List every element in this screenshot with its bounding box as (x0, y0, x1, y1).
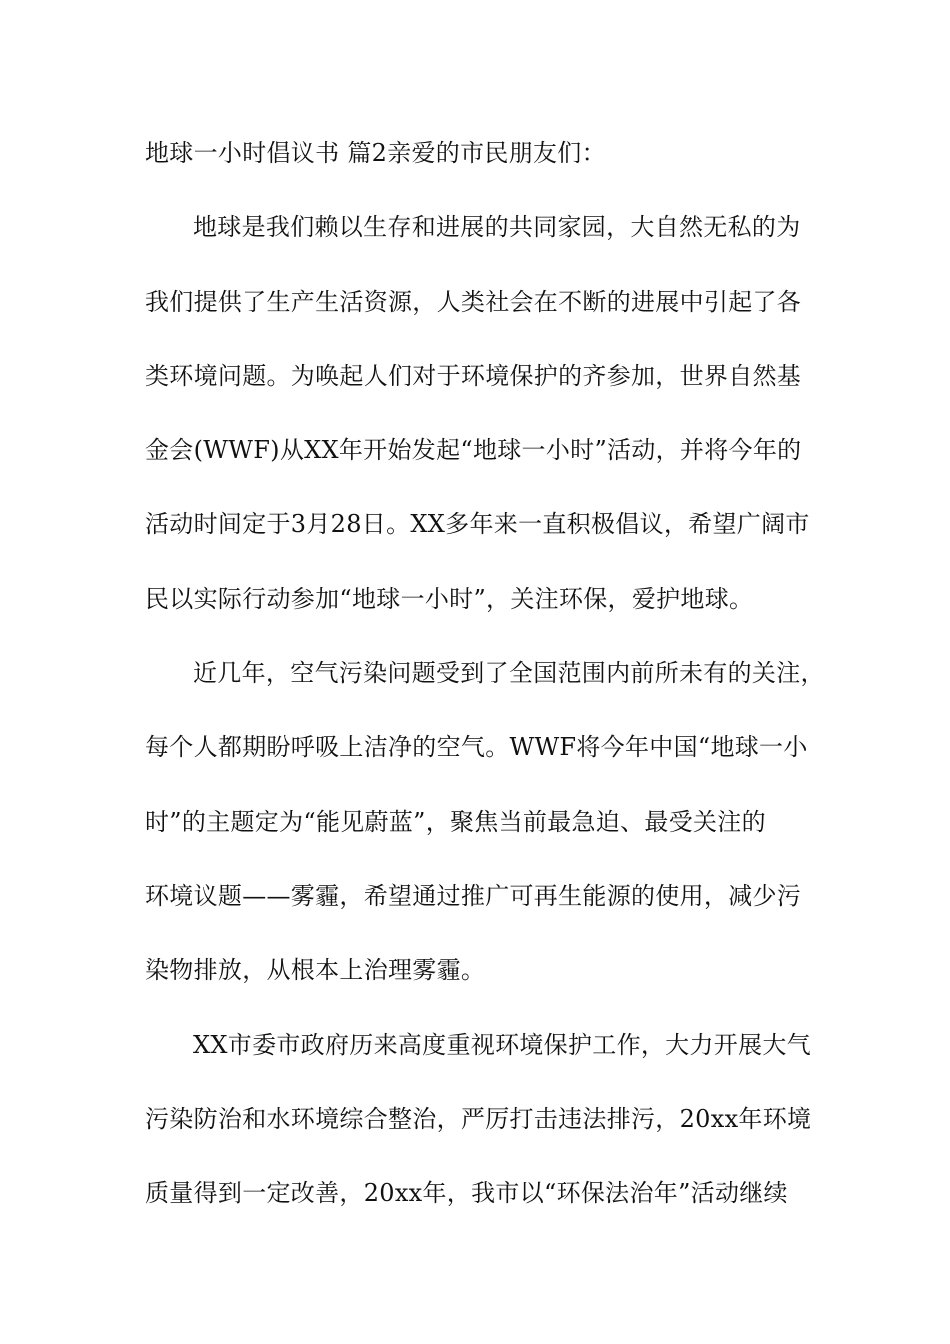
paragraph-1-line-2: 我们提供了生产生活资源，人类社会在不断的进展中引起了各 (145, 287, 802, 316)
paragraph-1-line-4: 金会(WWF)从XX年开始发起“地球一小时”活动，并将今年的 (145, 436, 802, 465)
document-body (145, 131, 845, 1245)
paragraph-2-line-2: 每个人都期盼呼吸上洁净的空气。WWF将今年中国“地球一小 (145, 733, 808, 762)
paragraph-1-line-6: 民以实际行动参加“地球一小时”，关注环保，爱护地球。 (145, 584, 754, 613)
paragraph-1-line-5: 活动时间定于3月28日。XX多年来一直积极倡议，希望广阔市 (145, 510, 810, 539)
paragraph-3-line-2: 污染防治和水环境综合整治，严厉打击违法排污，20xx年环境 (145, 1104, 812, 1133)
paragraph-1-line-3: 类环境问题。为唤起人们对于环境保护的齐参加，世界自然基 (145, 361, 802, 390)
paragraph-2-line-5: 染物排放，从根本上治理雾霾。 (145, 956, 486, 985)
paragraph-1-line-1: 地球是我们赖以生存和进展的共同家园，大自然无私的为 (193, 213, 801, 242)
paragraph-2-line-1: 近几年，空气污染问题受到了全国范围内前所未有的关注， (193, 659, 825, 688)
paragraph-2-line-4: 环境议题——雾霾，希望通过推广可再生能源的使用，减少污 (145, 881, 802, 910)
heading-line: 地球一小时倡议书 篇2亲爱的市民朋友们： (145, 139, 606, 167)
paragraph-3-line-3: 质量得到一定改善，20xx年，我市以“环保法治年”活动继续 (145, 1179, 788, 1208)
paragraph-2-line-3: 时”的主题定为“能见蔚蓝”，聚焦当前最急迫、最受关注的 (145, 807, 766, 836)
paragraph-3-line-1: XX市委市政府历来高度重视环境保护工作，大力开展大气 (193, 1030, 811, 1059)
